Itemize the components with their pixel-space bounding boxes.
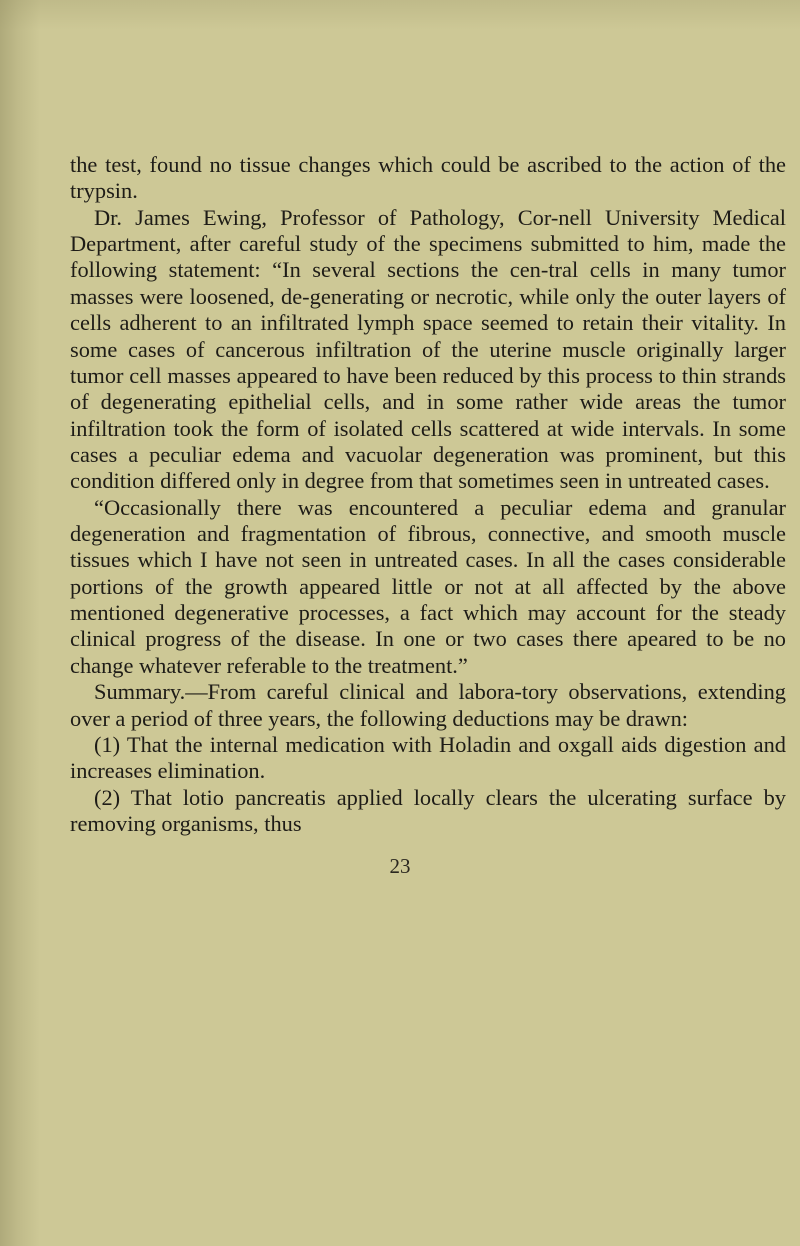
paragraph-continuation: the test, found no tissue changes which could be ascribed to the action of the trypsin.: [70, 152, 786, 204]
paragraph-deduction-2: (2) That lotio pancreatis applied locally clears the ulcerating surface by removing organisms, thus: [70, 784, 786, 836]
body-text: [70, 152, 786, 837]
paragraph-deduction-1: (1) That the internal medication with Holadin and oxgall aids digestion and increases elimination.: [70, 731, 786, 784]
page-number: 23: [389, 854, 411, 878]
paragraph-summary: Summary.—From careful clinical and labora-tory observations, extending over a period of three years, the following deductions may be drawn:: [70, 679, 786, 731]
paragraph-occasionally: “Occasionally there was encountered a peculiar edema and granular degeneration and fragmentation of fibrous, connective, and smooth muscle tissues which I have not seen in untreated cases. In all the cases considerable portions of the growth appeared little or not at all affected by the above mentioned degenerative processes, a fact which may account for the steady clinical progress of the disease. In one or two cases there apeared to be no change whatever referable to the treatment.”: [70, 494, 786, 678]
paragraph-ewing-statement: Dr. James Ewing, Professor of Pathology, Cor-nell University Medical Department, after careful study of the specimens submitted to him, made the following statement: “In several sections the cen-tral cells in many tumor masses were loosened, de-generating or necrotic, while only the outer layers of cells adherent to an infiltrated lymph space seemed to retain their vitality. In some cases of cancerous infiltration of the uterine muscle originally larger tumor cell masses appeared to have been reduced by this process to thin strands of degenerating epithelial cells, and in some rather wide areas the tumor infiltration took the form of isolated cells scattered at wide intervals. In some cases a peculiar edema and vacuolar degeneration was prominent, but this condition differed only in degree from that sometimes seen in untreated cases.: [70, 204, 786, 494]
